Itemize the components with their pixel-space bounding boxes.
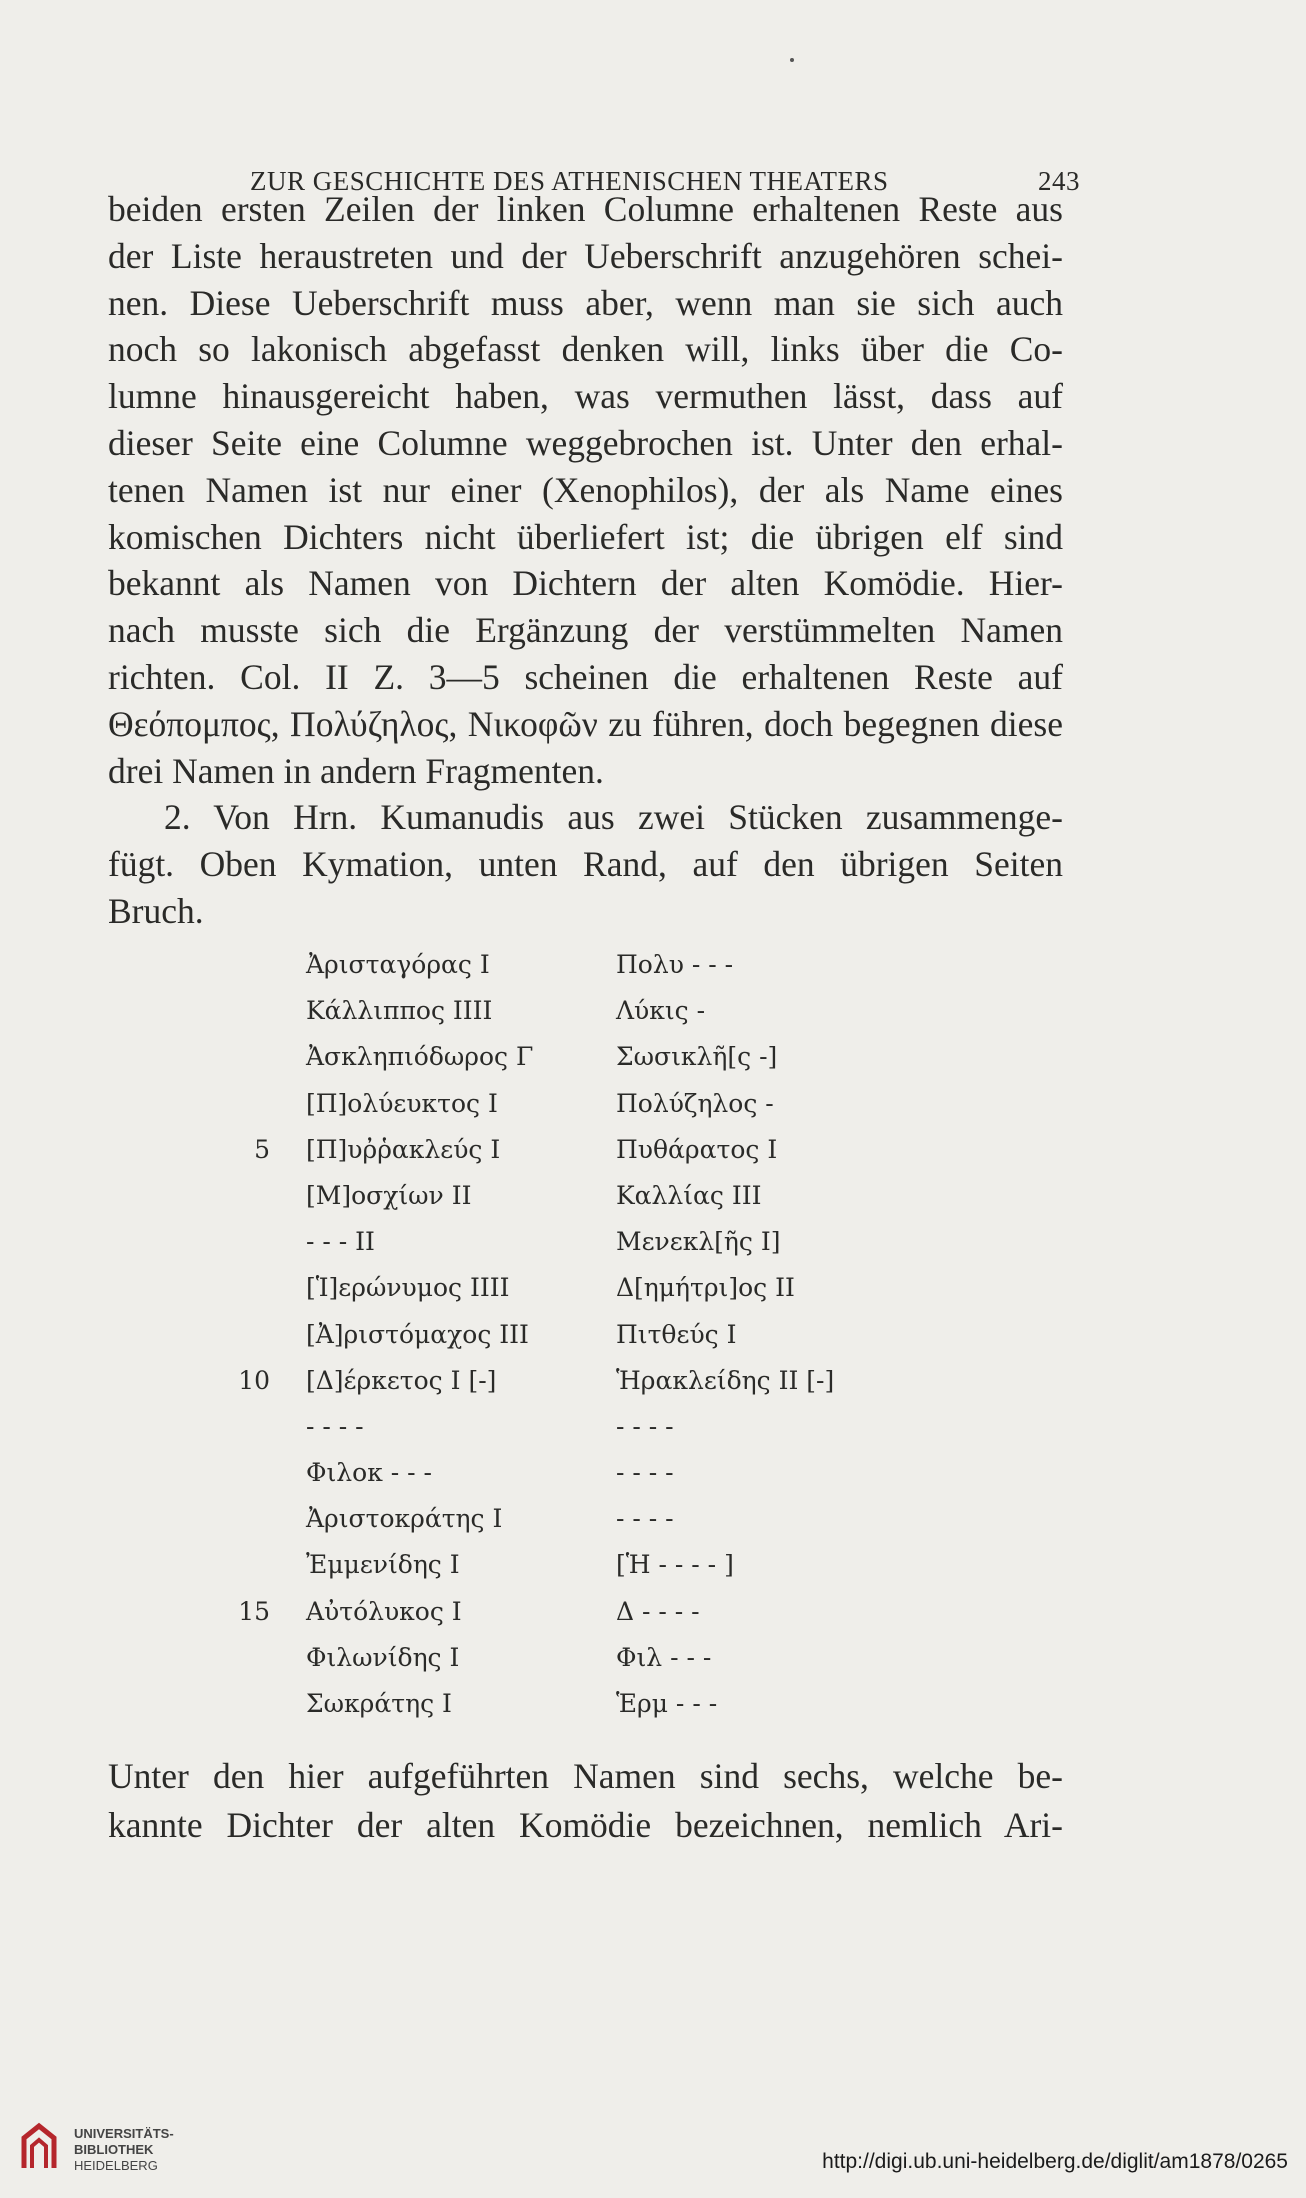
right-column-name: - - - -: [616, 1504, 674, 1534]
inscription-row: [200, 1498, 900, 1544]
left-column-name: [Ἀ]ριστόμαχος III: [306, 1319, 529, 1349]
text-line: richten. Col. II Z. 3—5 scheinen die erhaltenen Reste auf: [108, 656, 1063, 697]
text-line: noch so lakonisch abgefasst denken will, links über die Co-: [108, 329, 1063, 370]
running-title: ZUR GESCHICHTE DES ATHENISCHEN THEATERS: [250, 166, 889, 196]
right-column-name: - - - -: [616, 1411, 674, 1441]
closing-text: [108, 1752, 1063, 1850]
text-line: 2. Von Hrn. Kumanudis aus zwei Stücken zusammenge-: [164, 797, 1063, 838]
left-column-name: Ἀρισταγόρας I: [306, 950, 490, 979]
left-column-name: - - - II: [306, 1227, 375, 1257]
text-line: Unter den hier aufgeführten Namen sind sechs, welche be-: [108, 1756, 1063, 1796]
inscription-row: [200, 1314, 900, 1360]
inscription-row: [200, 1267, 900, 1313]
text-line: drei Namen in andern Fragmenten.: [108, 750, 604, 791]
inscription-row: [200, 990, 900, 1036]
text-line: komischen Dichters nicht überliefert ist; die übrigen elf sind: [108, 516, 1063, 557]
paper-speck: [790, 58, 794, 62]
left-column-name: Σωκράτης I: [306, 1689, 452, 1718]
text-line: bekannt als Namen von Dichtern der alten Komödie. Hier-: [108, 563, 1063, 604]
logo-line: BIBLIOTHEK: [74, 2142, 154, 2157]
logo-line: HEIDELBERG: [74, 2158, 158, 2173]
right-column-name: Καλλίας III: [616, 1180, 762, 1210]
text-line: lumne hinausgereicht haben, was vermuthen lässt, dass auf: [108, 376, 1063, 417]
left-column-name: Φιλοκ - - -: [306, 1458, 433, 1488]
inscription-row: [200, 1637, 900, 1683]
right-column-name: Πολυ - - -: [616, 950, 734, 979]
left-column-name: - - - -: [306, 1411, 364, 1441]
university-library-logo-icon: [14, 2120, 64, 2176]
text-line: nen. Diese Ueberschrift muss aber, wenn man sie sich auch: [108, 282, 1063, 323]
left-column-name: [Π]υῤῥακλεύς I: [306, 1134, 501, 1164]
source-url-link[interactable]: http://digi.ub.uni-heidelberg.de/diglit/am1878/0265: [822, 2150, 1288, 2173]
right-column-name: Φιλ - - -: [616, 1642, 712, 1672]
inscription-row: [200, 1221, 900, 1267]
line-number: 15: [238, 1596, 270, 1626]
left-column-name: [Δ]έρκετος I [-]: [306, 1365, 497, 1395]
text-line: der Liste heraustreten und der Ueberschrift anzugehören schei-: [108, 235, 1063, 276]
logo-line: UNIVERSITÄTS-: [74, 2126, 174, 2141]
inscription-row: [200, 1683, 900, 1729]
page-number: 243: [1038, 166, 1080, 196]
right-column-name: Πυθάρατος I: [616, 1134, 778, 1164]
left-column-name: Κάλλιππος IIII: [306, 996, 493, 1026]
right-column-name: [Ἡ - - - - ]: [616, 1550, 734, 1580]
right-column-name: Λύκις -: [616, 996, 706, 1026]
left-column-name: [Π]ολύευκτος I: [306, 1088, 498, 1118]
left-column-name: [Μ]οσχίων II: [306, 1180, 472, 1210]
right-column-name: Ἡρακλείδης II [-]: [616, 1365, 835, 1395]
inscription-row: [200, 944, 900, 990]
inscription-list: [200, 944, 900, 1729]
right-column-name: Σωσικλῆ[ς -]: [616, 1042, 778, 1072]
right-column-name: - - - -: [616, 1458, 674, 1488]
library-logo: [14, 2120, 214, 2180]
inscription-row: [200, 1175, 900, 1221]
line-number: 10: [238, 1365, 270, 1395]
inscription-row: [200, 1591, 900, 1637]
text-line: tenen Namen ist nur einer (Xenophilos), der als Name eines: [108, 469, 1063, 510]
text-line: beiden ersten Zeilen der linken Columne erhaltenen Reste aus: [108, 189, 1063, 229]
text-line: Bruch.: [108, 890, 204, 931]
right-column-name: Ἑρμ - - -: [616, 1689, 718, 1718]
right-column-name: Πολύζηλος -: [616, 1088, 774, 1118]
inscription-row: [200, 1036, 900, 1082]
inscription-row: [200, 1544, 900, 1590]
left-column-name: Φιλωνίδης I: [306, 1642, 460, 1672]
text-line: Θεόπομπος, Πολύζηλος, Νικοφῶν zu führen, doch begegnen diese: [108, 703, 1063, 744]
text-line: kannte Dichter der alten Komödie bezeichnen, nemlich Ari-: [108, 1805, 1063, 1845]
left-column-name: Ἐμμενίδης I: [306, 1550, 460, 1580]
right-column-name: Μενεκλ[ῆς I]: [616, 1227, 781, 1257]
right-column-name: Δ - - - -: [616, 1596, 700, 1626]
text-line: nach musste sich die Ergänzung der verstümmelten Namen: [108, 610, 1063, 651]
text-line: dieser Seite eine Columne weggebrochen ist. Unter den erhal-: [108, 422, 1063, 463]
inscription-row: [200, 1452, 900, 1498]
left-column-name: [Ἱ]ερώνυμος IIII: [306, 1273, 510, 1303]
left-column-name: Αὐτόλυκος I: [306, 1596, 462, 1626]
line-number: 5: [254, 1134, 270, 1164]
inscription-row: [200, 1406, 900, 1452]
left-column-name: Ἀσκληπιόδωρος Γ: [306, 1042, 534, 1072]
text-line: fügt. Oben Kymation, unten Rand, auf den übrigen Seiten: [108, 844, 1063, 885]
inscription-row: [200, 1129, 900, 1175]
right-column-name: Πιτθεύς I: [616, 1319, 737, 1349]
right-column-name: Δ[ημήτρι]ος II: [616, 1273, 795, 1303]
inscription-row: [200, 1360, 900, 1406]
main-text: [108, 186, 1063, 935]
left-column-name: Ἀριστοκράτης I: [306, 1504, 503, 1534]
inscription-row: [200, 1083, 900, 1129]
